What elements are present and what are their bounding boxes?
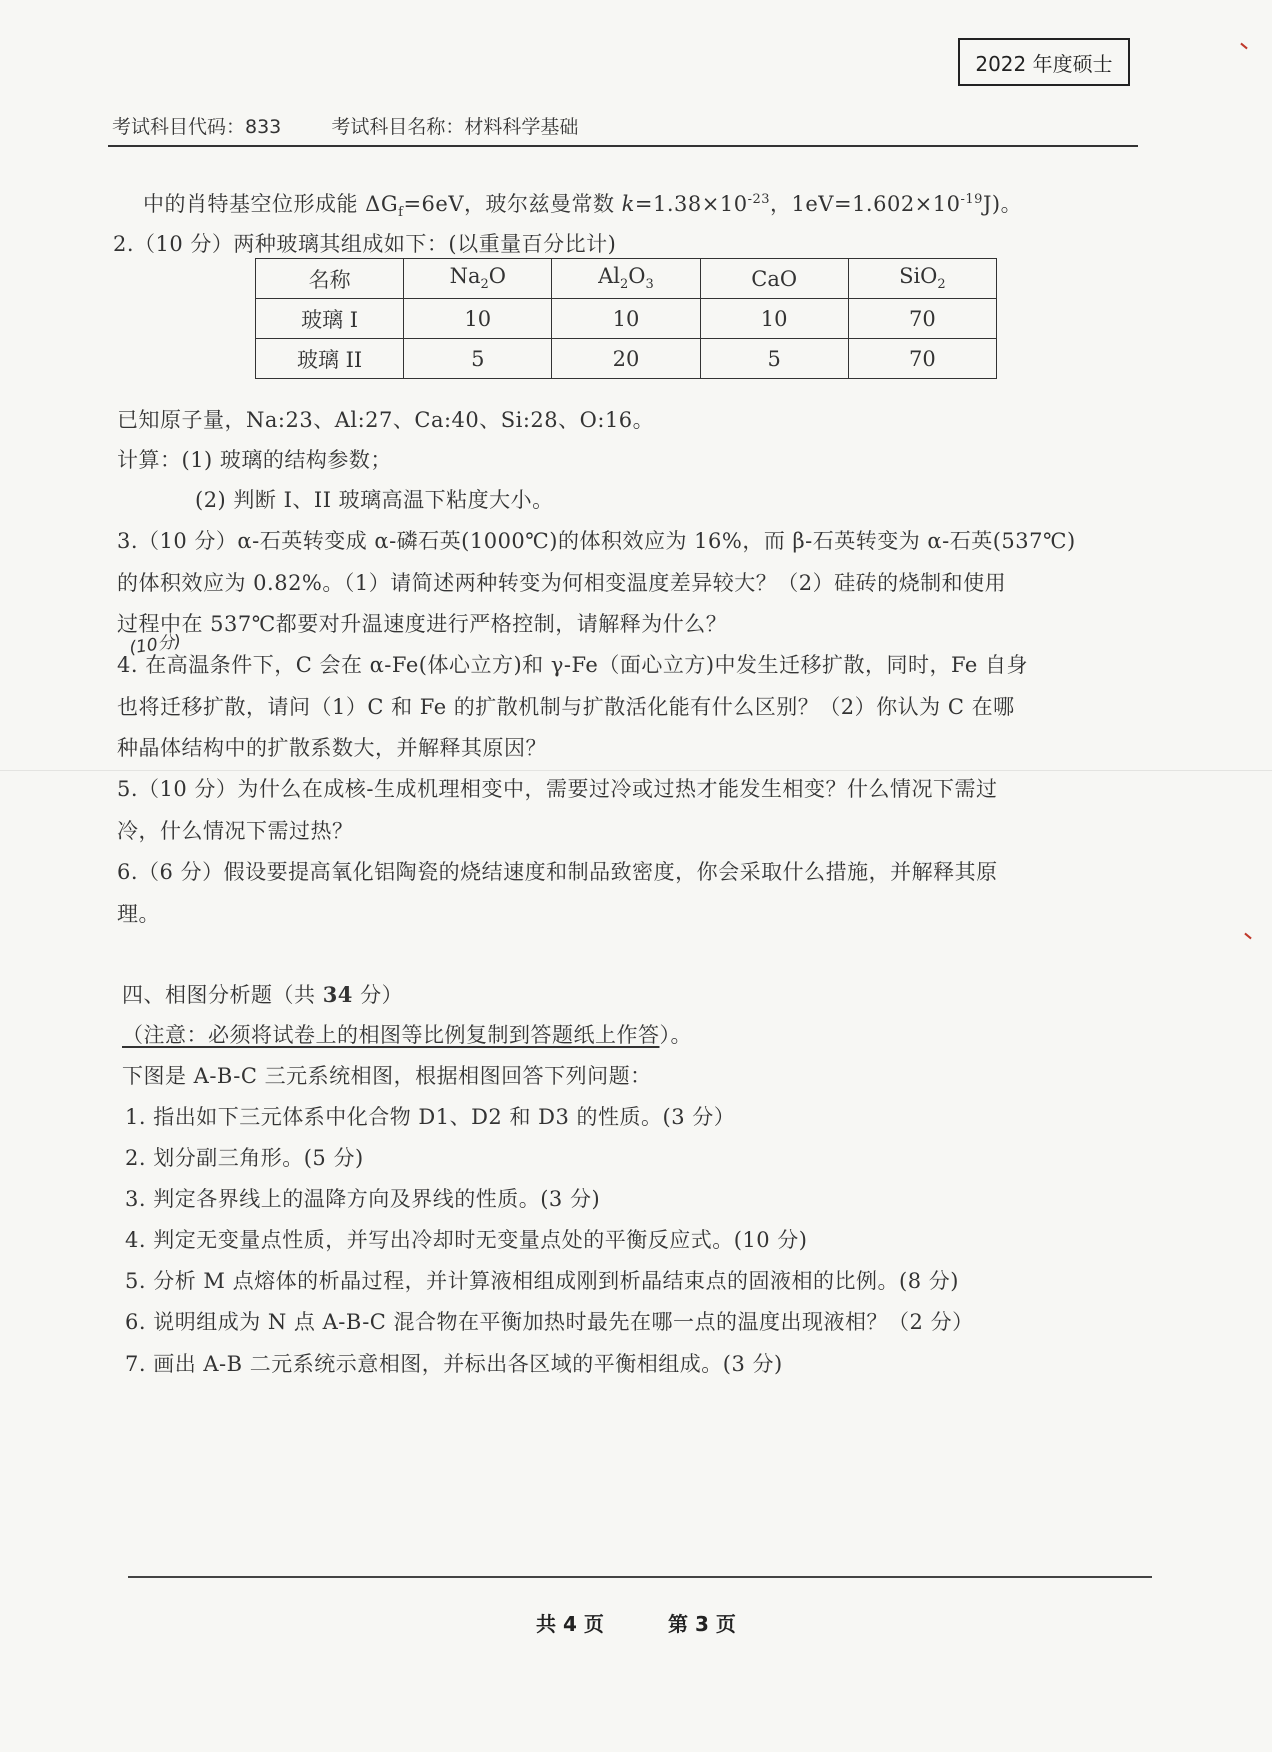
current-page: 第 3 页 — [668, 1612, 736, 1636]
exam-header — [112, 112, 1132, 139]
table-row — [256, 299, 997, 339]
section-4-intro: 下图是 A-B-C 三元系统相图，根据相图回答下列问题： — [122, 1064, 652, 1088]
question-3-line: 3.（10 分）α-石英转变成 α-磷石英(1000℃)的体积效应为 16%，而 β-石英转变为 α-石英(537℃) — [117, 529, 1076, 553]
list-item: 4. 判定无变量点性质，并写出冷却时无变量点处的平衡反应式。(10 分) — [125, 1228, 808, 1252]
table-cell: 玻璃 I — [256, 299, 404, 339]
section-4-title: 四、相图分析题（共 34 分） — [122, 982, 404, 1007]
section-4-note: （注意：必须将试卷上的相图等比例复制到答题纸上作答）。 — [122, 1023, 692, 1047]
list-item: 5. 分析 M 点熔体的析晶过程，并计算液相组成刚到析晶结束点的固液相的比例。(8 分) — [125, 1269, 959, 1293]
continued-text: 中的肖特基空位形成能 $\Delta G_f=6eV$，玻尔兹曼常数 $k=1.38\times 10^{-23}$，$1eV=1.602\times 10^{-19}J$)。 — [143, 192, 1023, 221]
list-item: 6. 说明组成为 N 点 A-B-C 混合物在平衡加热时最先在哪一点的温度出现液相？（2 分） — [125, 1310, 974, 1334]
table-cell: 10 — [404, 299, 552, 339]
table-header-cell: 名称 — [256, 259, 404, 299]
atomic-weights: 已知原子量，Na:23、Al:27、Ca:40、Si:28、O:16。 — [117, 408, 655, 432]
question-5-line: 5.（10 分）为什么在成核-生成机理相变中，需要过冷或过热才能发生相变？什么情况下需过 — [117, 777, 998, 801]
table-cell: 70 — [848, 339, 996, 379]
table-header-cell: CaO — [700, 259, 848, 299]
question-4-line: 也将迁移扩散，请问（1）C 和 Fe 的扩散机制与扩散活化能有什么区别？（2）你认为 C 在哪 — [117, 695, 1015, 719]
table-row — [256, 339, 997, 379]
question-3-line: 的体积效应为 0.82%。（1）请简述两种转变为何相变温度差异较大？（2）硅砖的烧制和使用 — [117, 571, 1007, 595]
table-header-cell: SiO$_2$ — [848, 259, 996, 299]
table-cell: 玻璃 II — [256, 339, 404, 379]
year-box: 2022 年度硕士 — [958, 38, 1130, 86]
calc-item-2: (2) 判断 I、II 玻璃高温下粘度大小。 — [195, 488, 554, 512]
handwritten-score-note: (10分) — [128, 631, 183, 659]
ink-speck — [1240, 43, 1247, 50]
footer-rule — [128, 1576, 1152, 1578]
question-5-line: 冷，什么情况下需过热？ — [117, 819, 354, 843]
question-2-title: 2.（10 分）两种玻璃其组成如下：(以重量百分比计) — [113, 232, 617, 256]
list-item: 3. 判定各界线上的温降方向及界线的性质。(3 分) — [125, 1187, 601, 1211]
subject-name: 考试科目名称：材料科学基础 — [331, 116, 579, 138]
table-header-cell: $Al_2O_3$ — [552, 259, 700, 299]
total-pages: 共 4 页 — [536, 1612, 604, 1636]
question-3-line: 过程中在 537℃都要对升温速度进行严格控制，请解释为什么？ — [117, 612, 728, 636]
calc-item-1: 计算：(1) 玻璃的结构参数； — [117, 448, 392, 472]
question-6-line: 理。 — [117, 902, 160, 926]
list-item: 7. 画出 A-B 二元系统示意相图，并标出各区域的平衡相组成。(3 分) — [125, 1352, 783, 1376]
ink-speck — [1244, 933, 1251, 940]
paper-crease — [0, 770, 1272, 771]
table-header-row — [256, 259, 997, 299]
table-cell: 10 — [700, 299, 848, 339]
list-item: 1. 指出如下三元体系中化合物 D1、D2 和 D3 的性质。(3 分） — [125, 1105, 736, 1129]
subject-code: 考试科目代码：833 — [112, 116, 282, 138]
table-cell: 5 — [404, 339, 552, 379]
table-cell: 10 — [552, 299, 700, 339]
table-cell: 5 — [700, 339, 848, 379]
table-cell: 20 — [552, 339, 700, 379]
table-header-cell: $Na_2O$ — [404, 259, 552, 299]
glass-composition-table — [255, 258, 997, 379]
header-rule — [108, 145, 1138, 147]
table-cell: 70 — [848, 299, 996, 339]
question-6-line: 6.（6 分）假设要提高氧化铝陶瓷的烧结速度和制品致密度，你会采取什么措施，并解释其原 — [117, 860, 998, 884]
question-4-line: 种晶体结构中的扩散系数大，并解释其原因？ — [117, 736, 547, 760]
list-item: 2. 划分副三角形。(5 分) — [125, 1146, 364, 1170]
question-4-line: 4. 在高温条件下，C 会在 α-Fe(体心立方)和 γ-Fe（面心立方)中发生迁移扩散，同时，Fe 自身 — [117, 653, 1029, 677]
